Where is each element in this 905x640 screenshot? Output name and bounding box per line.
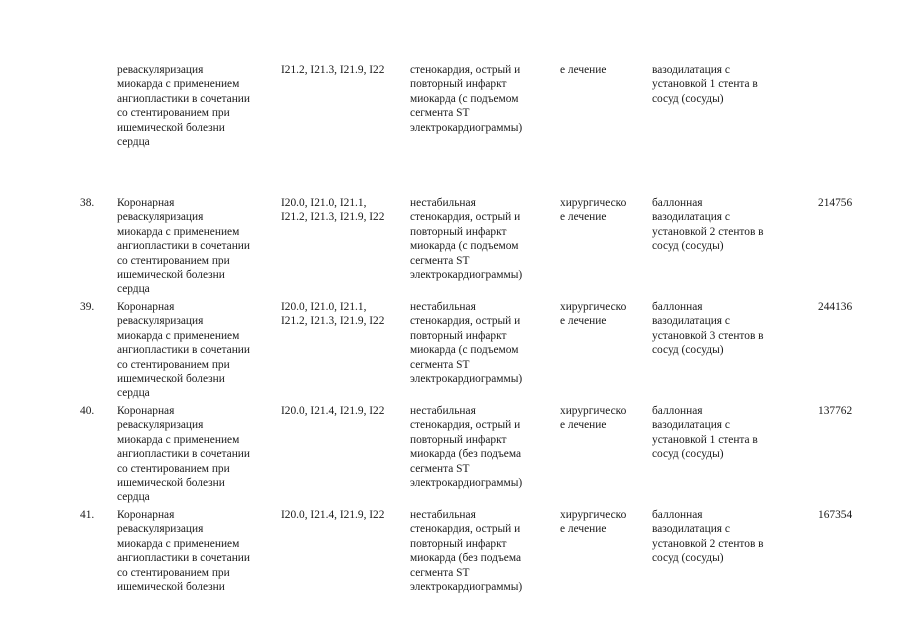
table-row-40 xyxy=(0,404,905,524)
icd-codes: I21.2, I21.3, I21.9, I22 xyxy=(281,64,385,76)
treatment-method: баллонная вазодилатация с установкой 2 стентов в сосуд (сосуды) xyxy=(652,197,764,253)
table-row-38 xyxy=(0,196,905,316)
treatment-method: баллонная вазодилатация с установкой 3 стентов в сосуд (сосуды) xyxy=(652,301,764,357)
treatment-type: хирургическо е лечение xyxy=(560,301,627,328)
row-number: 40. xyxy=(80,405,95,417)
diagnosis: нестабильная стенокардия, острый и повторный инфаркт миокарда (с подъемом сегмента ST электрокардиограммы) xyxy=(410,197,523,282)
treatment-method: баллонная вазодилатация с установкой 2 стентов в сосуд (сосуды) xyxy=(652,509,764,565)
diagnosis: нестабильная стенокардия, острый и повторный инфаркт миокарда (без подъема сегмента ST электрокардиограммы) xyxy=(410,405,523,490)
cost: 214756 xyxy=(818,197,853,209)
row-number: 39. xyxy=(80,301,95,313)
treatment-type: хирургическо е лечение xyxy=(560,509,627,536)
service-name: Коронарная реваскуляризация миокарда с применением ангиопластики в сочетании со стентированием при ишемической болезни сердца xyxy=(117,301,250,400)
cost: 167354 xyxy=(818,509,853,521)
diagnosis: стенокардия, острый и повторный инфаркт миокарда (с подъемом сегмента ST электрокардиограммы) xyxy=(410,64,523,134)
service-name: Коронарная реваскуляризация миокарда с применением ангиопластики в сочетании со стентированием при ишемической болезни xyxy=(117,509,250,594)
table-row-41 xyxy=(0,508,905,628)
treatment-type: хирургическо е лечение xyxy=(560,197,627,224)
service-name: Коронарная реваскуляризация миокарда с применением ангиопластики в сочетании со стентированием при ишемической болезни сердца xyxy=(117,197,250,296)
treatment-type: е лечение xyxy=(560,64,607,76)
diagnosis: нестабильная стенокардия, острый и повторный инфаркт миокарда (с подъемом сегмента ST электрокардиограммы) xyxy=(410,301,523,386)
icd-codes: I20.0, I21.0, I21.1, I21.2, I21.3, I21.9, I22 xyxy=(281,197,385,224)
cost: 137762 xyxy=(818,405,853,417)
table-row-39 xyxy=(0,300,905,420)
treatment-type: хирургическо е лечение xyxy=(560,405,627,432)
table-row-continuation xyxy=(0,63,905,183)
service-name: реваскуляризация миокарда с применением ангиопластики в сочетании со стентированием при ишемической болезни сердца xyxy=(117,64,250,149)
diagnosis: нестабильная стенокардия, острый и повторный инфаркт миокарда (без подъема сегмента ST электрокардиограммы) xyxy=(410,509,523,594)
icd-codes: I20.0, I21.4, I21.9, I22 xyxy=(281,509,385,521)
icd-codes: I20.0, I21.0, I21.1, I21.2, I21.3, I21.9, I22 xyxy=(281,301,385,328)
row-number: 41. xyxy=(80,509,95,521)
cost: 244136 xyxy=(818,301,853,313)
treatment-method: вазодилатация с установкой 1 стента в сосуд (сосуды) xyxy=(652,64,758,105)
treatment-method: баллонная вазодилатация с установкой 1 стента в сосуд (сосуды) xyxy=(652,405,758,461)
icd-codes: I20.0, I21.4, I21.9, I22 xyxy=(281,405,385,417)
service-name: Коронарная реваскуляризация миокарда с применением ангиопластики в сочетании со стентированием при ишемической болезни сердца xyxy=(117,405,250,504)
row-number: 38. xyxy=(80,197,95,209)
